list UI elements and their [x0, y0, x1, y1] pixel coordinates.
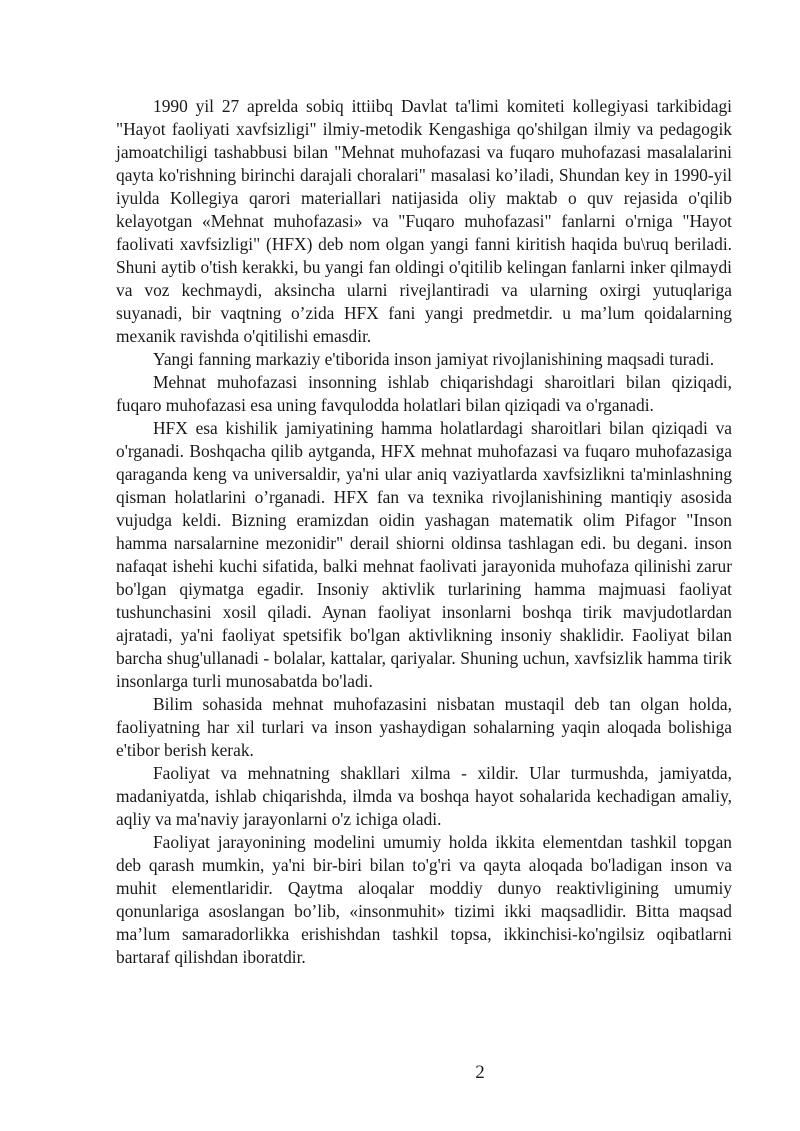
paragraph-6: Faoliyat va mehnatning shakllari xilma - xildir. Ular turmushda, jamiyatda, madaniyatda, ishlab chiqarishda, ilmda va boshqa hayot sohalarida kechadigan amaliy, aqliy va ma'naviy jarayonlarni o'z ichiga oladi. — [116, 763, 732, 829]
paragraph-1: 1990 yil 27 aprelda sobiq ittiibq Davlat ta'limi komiteti kollegiyasi tarkibidagi "Hayot faoliyati xavfsizligi" ilmiy-metodik Kengashiga qo'shilgan ilmiy va pedagogik jamoatchiligi tashabbusi bilan "Mehnat muhofazasi va fuqaro muhofazasi masalalarini qayta ko'rishning birinchi darajali choralari" masalasi ko’iladi, Shundan key in 1990-yil iyulda Kollegiya qarori materiallari natijasida oliy maktab o quv rejasida o'qilib kelayotgan «Mehnat muhofazasi» va "Fuqaro muhofazasi" fanlarni o'rniga "Hayot faolivati xavfsizligi" (HFX) deb nom olgan yangi fanni kiritish haqida bu\ruq beriladi. Shuni aytib o'tish kerakki, bu yangi fan oldingi o'qitilib kelingan fanlarni inker qilmaydi va voz kechmaydi, aksincha ularni rivejlantiradi va ularning oxirgi yutuqlariga suyanadi, bir vaqtning o’zida HFX fani yangi predmetdir. u ma’lum qoidalarning mexanik ravishda o'qitilishi emasdir. — [116, 96, 732, 346]
page-number: 2 — [475, 1062, 485, 1083]
paragraph-2: Yangi fanning markaziy e'tiborida inson jamiyat rivojlanishining maqsadi turadi. — [153, 349, 715, 369]
paragraph-3: Mehnat muhofazasi insonning ishlab chiqarishdagi sharoitlari bilan qiziqadi, fuqaro muhofazasi esa uning favqulodda holatlari bilan qiziqadi va o'rganadi. — [116, 372, 732, 415]
paragraph-5: Bilim sohasida mehnat muhofazasini nisbatan mustaqil deb tan olgan holda, faoliyatning har xil turlari va inson yashaydigan sohalarning yaqin aloqada bolishiga e'tibor berish kerak. — [116, 694, 732, 760]
document-body — [116, 95, 732, 969]
paragraph-7: Faoliyat jarayonining modelini umumiy holda ikkita elementdan tashkil topgan deb qarash mumkin, ya'ni bir-biri bilan to'g'ri va qayta aloqada bo'ladigan inson va muhit elementlaridir. Qaytma aloqalar moddiy dunyo reaktivligining umumiy qonunlariga asoslangan bo’lib, «insonmuhit» tizimi ikki maqsadlidir. Bitta maqsad ma’lum samaradorlikka erishishdan tashkil topsa, ikkinchisi-ko'ngilsiz oqibatlarni bartaraf qilishdan iboratdir. — [116, 832, 732, 967]
paragraph-4: HFX esa kishilik jamiyatining hamma holatlardagi sharoitlari bilan qiziqadi va o'rganadi. Boshqacha qilib aytganda, HFX mehnat muhofazasi va fuqaro muhofazasiga qaraganda keng va universaldir, ya'ni ular aniq vaziyatlarda xavfsizlikni ta'minlashning qisman holatlarini o’rganadi. HFX fan va texnika rivojlanishining mantiqiy asosida vujudga keldi. Bizning eramizdan oidin yashagan matematik olim Pifagor "Inson hamma narsalarnine mezonidir" derail shiorni oldinsa tashlagan edi. bu degani. inson nafaqat ishehi kuchi sifatida, balki mehnat faolivati jarayonida muhofaza qilinishi zarur bo'lgan qiymatga egadir. Insoniy aktivlik turlarining hamma majmuasi faoliyat tushunchasini xosil qiladi. Aynan faoliyat insonlarni boshqa tirik mavjudotlardan ajratadi, ya'ni faoliyat spetsifik bo'lgan aktivlikning insoniy shaklidir. Faoliyat bilan barcha shug'ullanadi - bolalar, kattalar, qariyalar. Shuning uchun, xavfsizlik hamma tirik insonlarga turli munosabatda bo'ladi. — [116, 418, 732, 691]
